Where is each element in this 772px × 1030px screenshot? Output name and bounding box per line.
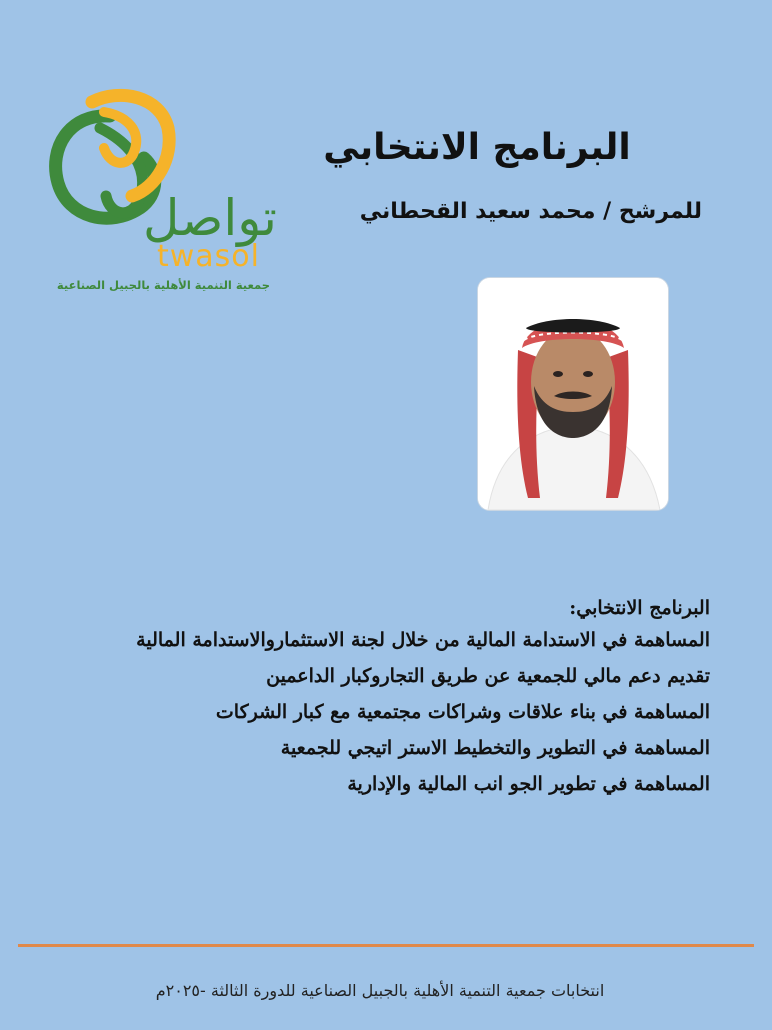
program-item: المساهمة في الاستدامة المالية من خلال لجنة الاستثماروالاستدامة المالية bbox=[136, 629, 710, 651]
program-item: المساهمة في تطوير الجو انب المالية والإدارية bbox=[347, 773, 710, 795]
program-list bbox=[70, 622, 710, 802]
twasol-logo bbox=[40, 88, 280, 298]
logo-arabic-name: تواصل bbox=[143, 189, 277, 247]
program-item: المساهمة في التطوير والتخطيط الاستر اتيجي للجمعية bbox=[280, 737, 710, 759]
program-heading: البرنامج الانتخابي: bbox=[569, 597, 710, 619]
candidate-portrait-icon bbox=[478, 278, 668, 510]
footer-text: انتخابات جمعية التنمية الأهلية بالجبيل الصناعية للدورة الثالثة -٢٠٢٥م bbox=[155, 981, 605, 1000]
candidate-name: للمرشح / محمد سعيد القحطاني bbox=[359, 199, 702, 224]
program-section bbox=[70, 594, 710, 804]
logo-latin-name: twasol bbox=[156, 239, 260, 274]
page-title: البرنامج الانتخابي bbox=[323, 127, 631, 168]
program-item: المساهمة في بناء علاقات وشراكات مجتمعية مع كبار الشركات bbox=[215, 701, 710, 723]
logo-subtitle: جمعية التنمية الأهلية بالجبيل الصناعية bbox=[56, 278, 270, 292]
footer-divider bbox=[18, 944, 754, 947]
candidate-photo bbox=[478, 278, 668, 510]
program-item: تقديم دعم مالي للجمعية عن طريق التجاروكبار الداعمين bbox=[266, 665, 710, 687]
